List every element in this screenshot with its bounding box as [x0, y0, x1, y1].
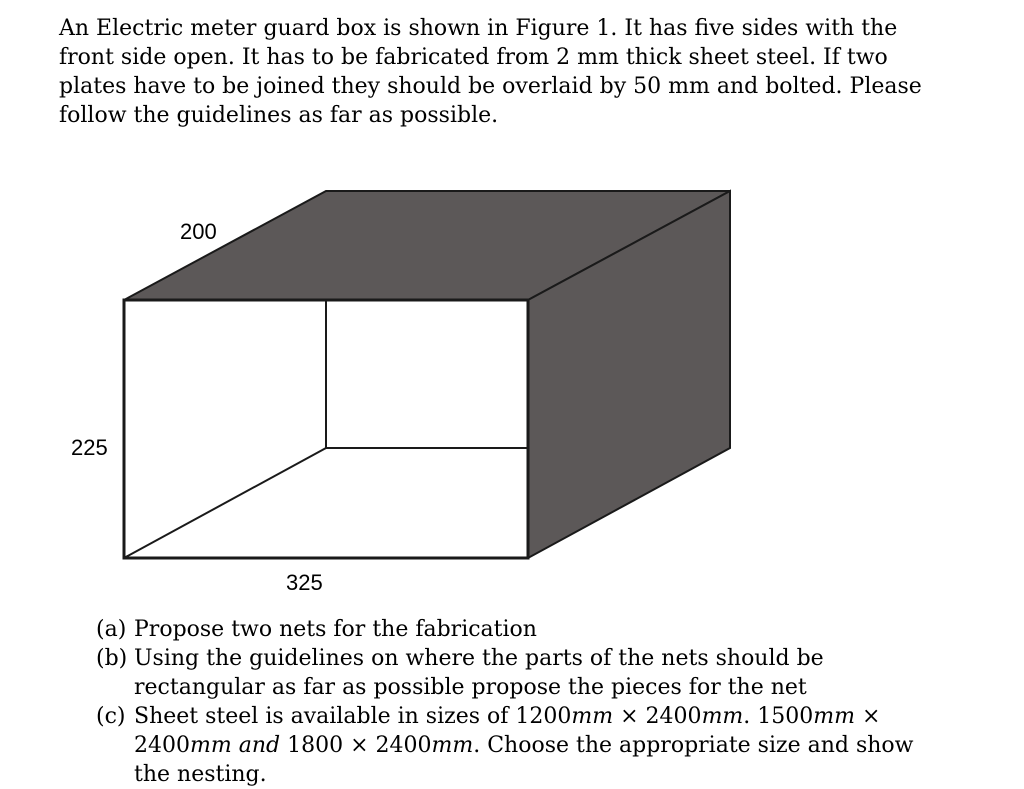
- question-marker: (c): [96, 704, 126, 729]
- dimension-label-225: 225: [71, 435, 108, 460]
- problem-statement: An Electric meter guard box is shown in Figure 1. It has five sides with the front side open. It has to be fabricated from 2 mm thick sheet steel. If two plates have to be joined they should be overlaid by 50 mm and bolted. Please follow the guidelines as far as possible.: [59, 16, 922, 128]
- question-text: Propose two nets for the fabrication: [134, 617, 537, 642]
- figure-1-guard-box: [60, 185, 760, 605]
- question-c: [96, 702, 956, 789]
- question-marker: (a): [96, 617, 127, 642]
- question-text: Sheet steel is available in sizes of 1200mm × 2400mm. 1500mm × 2400mm and 1800 × 2400mm. Choose the appropriate size and show the nesting.: [134, 704, 914, 787]
- dimension-label-200: 200: [180, 219, 217, 244]
- dimension-label-325: 325: [286, 570, 323, 595]
- question-text: Using the guidelines on where the parts of the nets should be rectangular as far as possible propose the pieces for the net: [134, 646, 824, 700]
- question-list: [96, 615, 956, 789]
- question-a: [96, 615, 956, 644]
- question-marker: (b): [96, 646, 128, 671]
- question-b: [96, 644, 956, 702]
